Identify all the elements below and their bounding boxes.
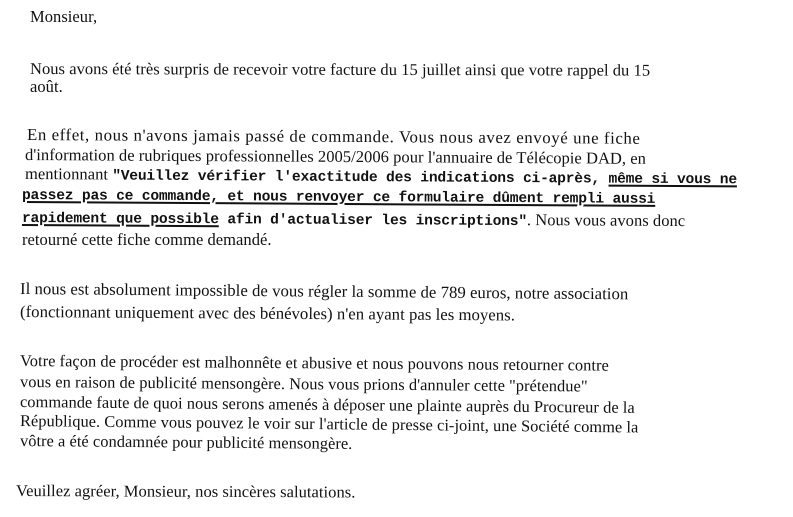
bold-quote-span: afin d'actualiser les inscriptions" xyxy=(218,212,527,231)
underlined-emphasis-span: même si vous ne xyxy=(608,171,737,189)
paragraph-2-line-2: d'information de rubriques professionnelles 2005/2006 pour l'annuaire de Télécopie DAD, en xyxy=(24,145,646,168)
paragraph-1-line-2: août. xyxy=(30,77,63,96)
paragraph-1-line-1: Nous avons été très surpris de recevoir votre facture du 15 juillet ainsi que votre rappel du 15 xyxy=(29,59,651,80)
underlined-emphasis-span: rapidement que possible xyxy=(21,211,219,229)
paragraph-2-line-1: En effet, nous n'avons jamais passé de commande. Vous nous avez envoyé une fiche xyxy=(26,125,641,148)
closing: Veuillez agréer, Monsieur, nos sincères salutations. xyxy=(15,481,356,502)
bold-quote-span: "Veuillez vérifier l'exactitude des indications ci-après, xyxy=(112,168,609,188)
text-span: . Nous vous avons donc xyxy=(526,210,686,231)
paragraph-4-line-3: commande faute de quoi nous serons amenés à déposer une plainte auprès du Procureur de la xyxy=(19,392,635,417)
paragraph-4-line-4: République. Comme vous pouvez le voir sur l'article de presse ci-joint, une Société comme la xyxy=(19,411,639,437)
paragraph-4-line-2: vous en raison de publicité mensongère. Nous vous prions d'annuler cette "prétendue" xyxy=(19,372,588,396)
salutation: Monsieur, xyxy=(30,7,98,26)
paragraph-3-line-2: (fonctionnant uniquement avec des bénévoles) n'en ayant pas les moyens. xyxy=(19,302,516,325)
paragraph-2-line-6: retourné cette fiche comme demandé. xyxy=(22,230,272,249)
paragraph-2-line-4: passez pas ce commande, et nous renvoyer ce formulaire dûment rempli aussi xyxy=(21,188,656,208)
paragraph-4-line-1: Votre façon de procéder est malhonnête et abusive et nous pouvons nous retourner contre xyxy=(19,351,609,375)
paragraph-3-line-1: Il nous est absolument impossible de vous régler la somme de 789 euros, notre association xyxy=(19,279,629,304)
text-span: mentionnant xyxy=(24,164,113,184)
paragraph-4-line-5: vôtre a été condamnée pour publicité mensongère. xyxy=(19,431,353,453)
